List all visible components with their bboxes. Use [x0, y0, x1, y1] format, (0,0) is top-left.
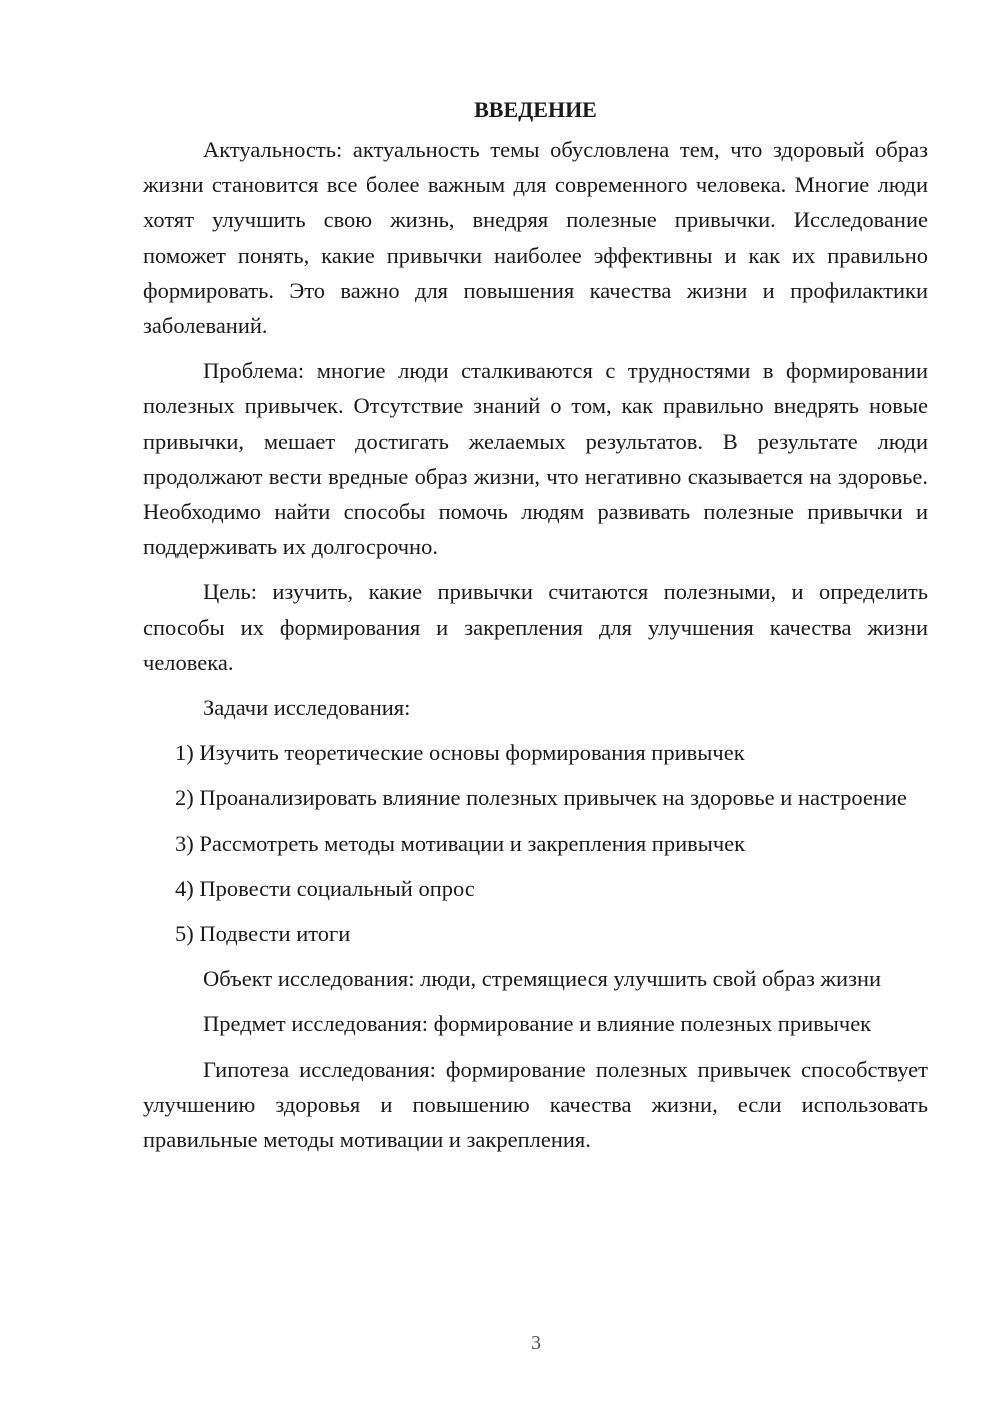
task-item-1: 1) Изучить теоретические основы формирования привычек [175, 740, 745, 766]
task-item-2: 2) Проанализировать влияние полезных привычек на здоровье и настроение [175, 785, 907, 811]
subject-paragraph: Предмет исследования: формирование и влияние полезных привычек [203, 1011, 872, 1037]
object-paragraph: Объект исследования: люди, стремящиеся улучшить свой образ жизни [203, 966, 882, 992]
goal-paragraph: Цель: изучить, какие привычки считаются полезными, и определить способы их формирования и закрепления для улучшения качества жизни человека. [143, 579, 928, 675]
hypothesis-paragraph: Гипотеза исследования: формирование полезных привычек способствует улучшению здоровья и повышению качества жизни, если использовать правильные методы мотивации и закрепления. [143, 1056, 928, 1153]
tasks-heading: Задачи исследования: [203, 695, 411, 721]
page-title: ВВЕДЕНИЕ [474, 97, 597, 122]
problem-paragraph: Проблема: многие люди сталкиваются с трудностями в формировании полезных привычек. Отсутствие знаний о том, как правильно внедрять новые привычки, мешает достигать желаемых результатов. В результате люди продолжают вести вредные образ жизни, что негативно сказывается на здоровье. Необходимо найти способы помочь людям развивать полезные привычки и поддерживать их долгосрочно. [143, 358, 928, 560]
document-page [143, 92, 928, 1167]
task-item-3: 3) Рассмотреть методы мотивации и закрепления привычек [175, 830, 746, 856]
task-item-5: 5) Подвести итоги [175, 921, 351, 947]
task-item-4: 4) Провести социальный опрос [175, 875, 475, 901]
page-number: 3 [531, 1332, 541, 1354]
relevance-paragraph: Актуальность: актуальность темы обусловлена тем, что здоровый образ жизни становится все более важным для современного человека. Многие люди хотят улучшить свою жизнь, внедряя полезные привычки. Исследование поможет понять, какие привычки наиболее эффективны и как их правильно формировать. Это важно для повышения качества жизни и профилактики заболеваний. [143, 137, 928, 339]
